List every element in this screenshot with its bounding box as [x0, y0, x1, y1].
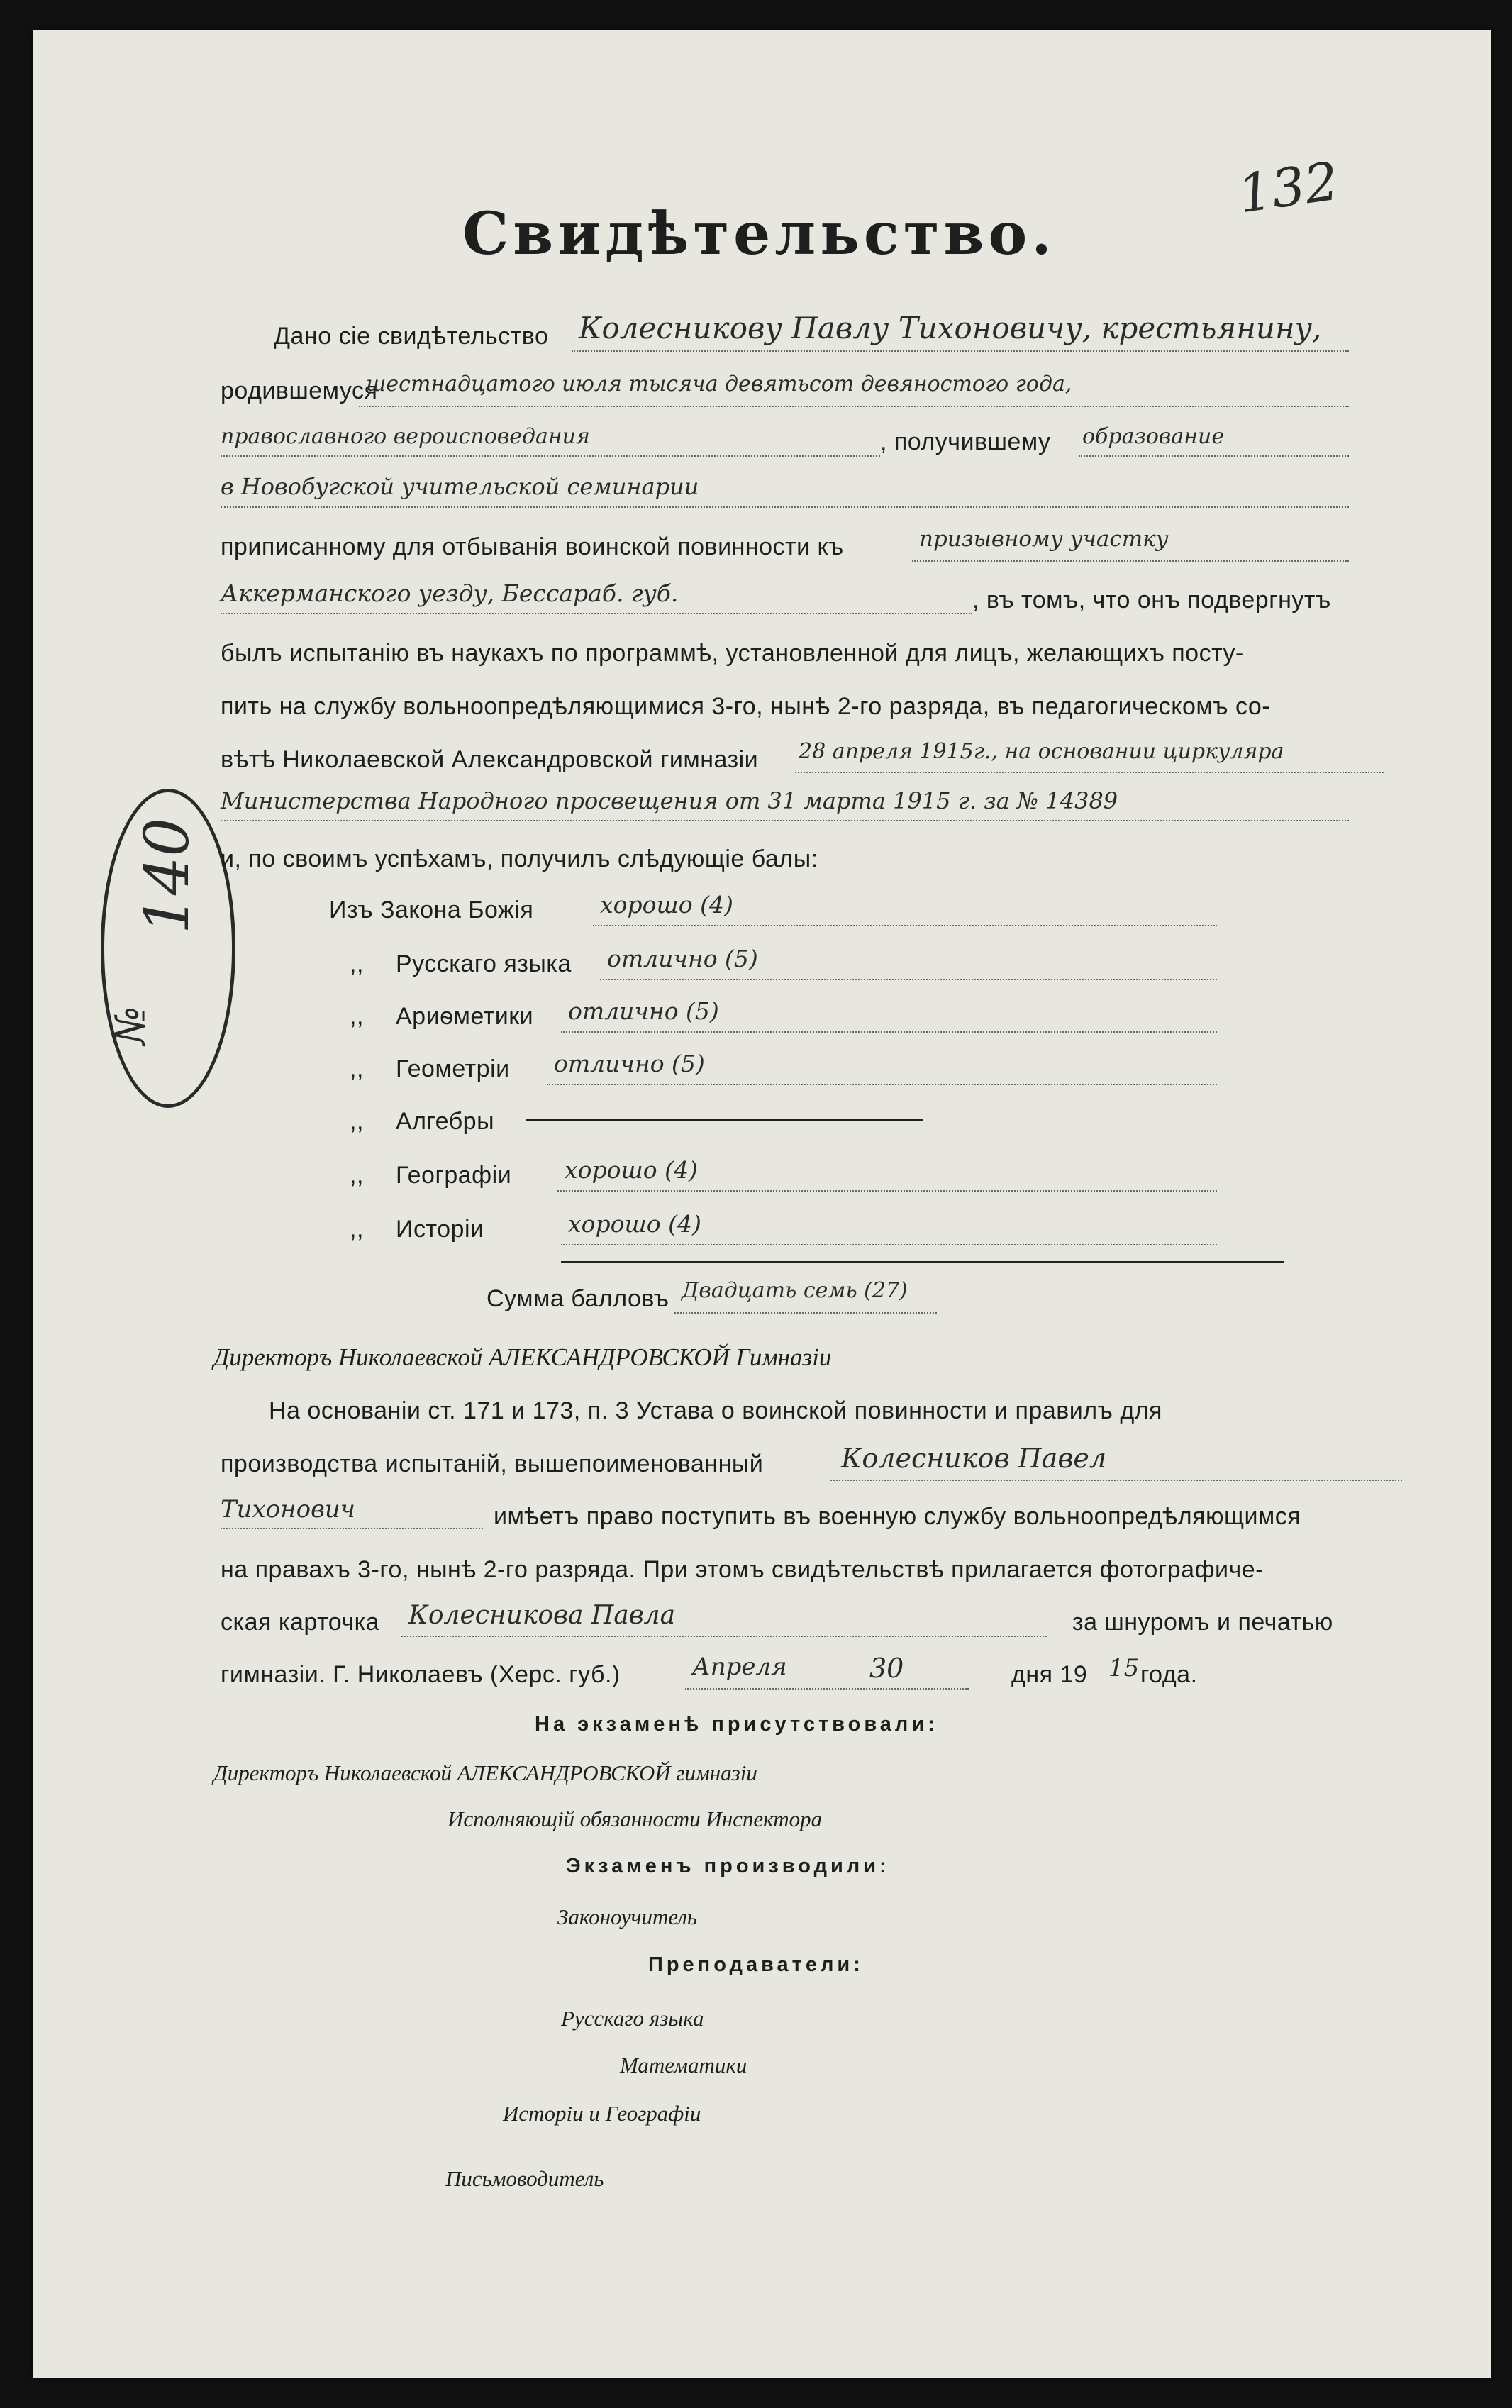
exam-present-heading: На экзаменѣ присутствовали:: [535, 1713, 938, 1736]
para2-line5-print: ская карточка: [221, 1609, 380, 1636]
grade-subject: Исторіи: [396, 1216, 484, 1243]
date-month: Апреля: [692, 1653, 787, 1681]
line5-print: приписанному для отбыванія воинской повинности къ: [221, 533, 844, 560]
para2-line6-print-2: дня 19: [1011, 1661, 1088, 1688]
line9-handwriting: 28 апреля 1915г., на основании циркуляра: [799, 739, 1284, 764]
line9-print: вѣтѣ Николаевской Александровской гимназіи: [221, 746, 759, 773]
para2-line1: На основаніи ст. 171 и 173, п. 3 Устава о воинской повинности и правилъ для: [269, 1397, 1162, 1424]
date-day: 30: [869, 1653, 904, 1684]
line11: и, по своимъ успѣхамъ, получилъ слѣдующіе балы:: [221, 845, 818, 872]
grade-subject: Изъ Закона Божія: [329, 897, 534, 923]
line1-print: Дано сіе свидѣтельство: [274, 323, 549, 350]
grade-ditto: ,,: [350, 1162, 364, 1189]
sum-value: Двадцать семь (27): [682, 1278, 908, 1303]
present-director: Директоръ Николаевской АЛЕКСАНДРОВСКОЙ гимназіи: [213, 1760, 757, 1785]
para2-line3-print: имѣетъ право поступить въ военную службу вольноопредѣляющимся: [494, 1503, 1301, 1530]
director-line: Директоръ Николаевской АЛЕКСАНДРОВСКОЙ Гимназіи: [213, 1343, 832, 1371]
para2-line2-print: производства испытаній, вышепоименованный: [221, 1450, 764, 1477]
grade-value: хорошо (4): [568, 1210, 701, 1238]
present-inspector: Исполняющій обязанности Инспектора: [448, 1807, 823, 1831]
line3-handwriting: православного вероисповедания: [221, 424, 590, 449]
para2-line5-print-2: за шнуромъ и печатью: [1072, 1609, 1333, 1636]
teacher-russian: Русскаго языка: [561, 2006, 704, 2031]
grade-ditto: ,,: [350, 950, 364, 977]
line4-handwriting: в Новобугской учительской семинарии: [221, 473, 699, 500]
para2-line4: на правахъ 3-го, нынѣ 2-го разряда. При этомъ свидѣтельствѣ прилагается фотографиче-: [221, 1556, 1264, 1583]
para2-line6-print: гимназіи. Г. Николаевъ (Херс. губ.): [221, 1661, 621, 1688]
grade-value: хорошо (4): [600, 891, 733, 919]
clerk: Письмоводитель: [445, 2166, 604, 2191]
certificate-page: [33, 30, 1491, 2378]
line10-handwriting: Министерства Народного просвещения от 31 марта 1915 г. за № 14389: [221, 787, 1118, 814]
para2-line2-handwriting: Колесников Павел: [841, 1443, 1107, 1474]
grade-value: отлично (5): [554, 1050, 705, 1077]
grade-value: хорошо (4): [565, 1156, 698, 1184]
grade-subject: Ариѳметики: [396, 1003, 534, 1030]
grade-subject: Русскаго языка: [396, 950, 572, 977]
grade-subject: Географіи: [396, 1162, 512, 1189]
line2-handwriting: шестнадцатого июля тысяча девятьсот девяностого года,: [366, 372, 1072, 396]
line5-handwriting: призывному участку: [919, 526, 1169, 552]
para2-line5-handwriting: Колесникова Павла: [408, 1601, 676, 1630]
stamp-mark: №: [106, 1006, 155, 1045]
date-year: 15: [1108, 1654, 1140, 1682]
para2-line3-handwriting: Тихонович: [221, 1495, 355, 1524]
line1-handwriting: Колесникову Павлу Тихоновичу, крестьянину,: [579, 311, 1322, 345]
catechist: Законоучитель: [557, 1904, 697, 1929]
line6-print: , въ томъ, что онъ подвергнутъ: [972, 587, 1331, 614]
document-title: Свидѣтельство.: [462, 200, 1056, 268]
teacher-math: Математики: [620, 2053, 747, 2077]
line7: былъ испытанію въ наукахъ по программѣ, установленной для лицъ, желающихъ посту-: [221, 640, 1244, 667]
stamp-number: 140: [132, 817, 203, 934]
grade-ditto: ,,: [350, 1003, 364, 1030]
grade-ditto: ,,: [350, 1055, 364, 1082]
line6-handwriting: Аккерманского уезду, Бессараб. губ.: [221, 579, 679, 607]
teacher-history: Исторіи и Географіи: [503, 2101, 701, 2126]
grade-subject: Алгебры: [396, 1108, 495, 1135]
exam-conducted-heading: Экзаменъ производили:: [566, 1855, 890, 1877]
teachers-heading: Преподаватели:: [648, 1953, 864, 1976]
grade-value: отлично (5): [568, 997, 719, 1025]
grade-ditto: ,,: [350, 1216, 364, 1243]
archive-number: 132: [1234, 150, 1343, 226]
sum-label: Сумма балловъ: [487, 1285, 669, 1312]
line3-print: , получившему: [880, 428, 1051, 455]
line2-print: родившемуся: [221, 377, 378, 404]
grade-value: отлично (5): [607, 945, 758, 972]
line3-handwriting-2: образование: [1082, 424, 1225, 449]
grade-subject: Геометріи: [396, 1055, 510, 1082]
para2-line6-print-3: года.: [1140, 1661, 1198, 1688]
grade-ditto: ,,: [350, 1108, 364, 1135]
line8: пить на службу вольноопредѣляющимися 3-го, нынѣ 2-го разряда, въ педагогическомъ со-: [221, 693, 1271, 720]
